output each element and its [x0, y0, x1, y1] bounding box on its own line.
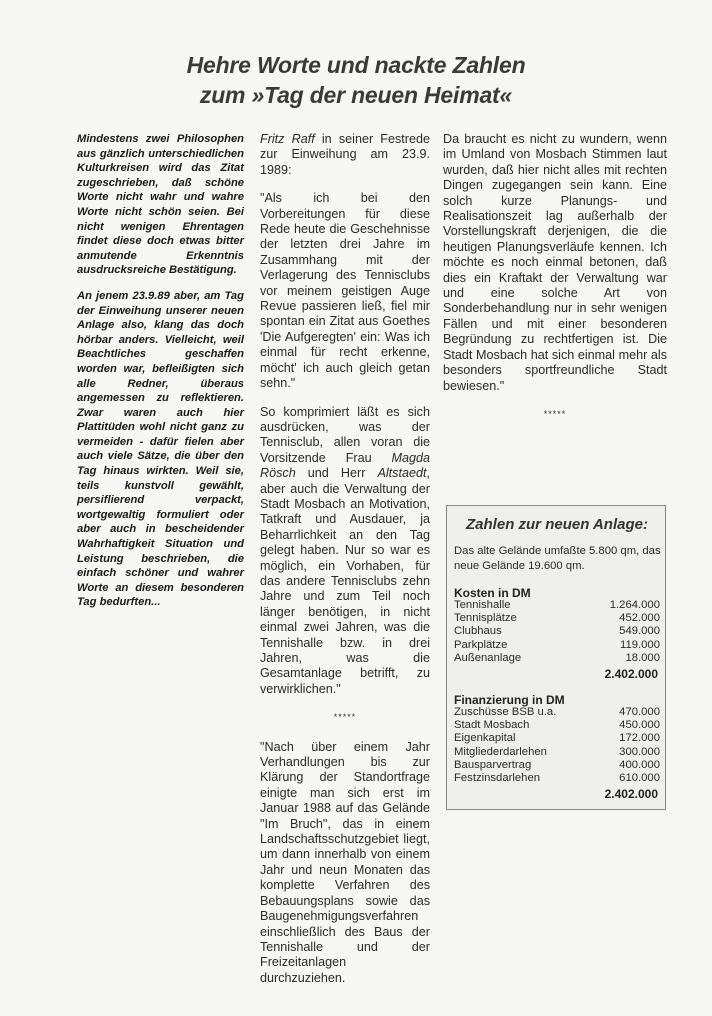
- separator-stars-1: *****: [333, 712, 357, 723]
- row-label: Tennisplätze: [454, 612, 517, 625]
- intro-column: [77, 132, 244, 621]
- page-title: [0, 50, 712, 110]
- row-label: Tennishalle: [454, 599, 511, 611]
- financing-heading: Finanzierung in DM: [454, 693, 565, 707]
- intro-paragraph-2: An jenem 23.9.89 aber, am Tag der Einweihung unserer neuen Anlage also, klang das doch hörbar anders. Vielleicht, weil Beachtliches geschaffen worden war, befleißigten sich alle Redner, überaus angemessen zu reflektieren. Zwar waren auch hier Plattitüden wohl nicht ganz zu vermeiden - dafür fielen aber auch viele Sätze, die über den Tag hinaus wirkten. Weil sie, teils kunstvoll gewählt, persiflierend verpackt, wortgewaltig formuliert oder aber auch in bescheidender Wahrhaftigkeit Situation und Leistung beschrieben, die einfach schöner und wahrer Worte an diesem besonderen Tag bedurften...: [77, 289, 244, 609]
- row-label: Clubhaus: [454, 625, 502, 638]
- financing-total: 2.402.000: [604, 787, 658, 801]
- row-label: Zuschüsse BSB u.a.: [454, 706, 557, 718]
- table-row: [454, 772, 660, 785]
- facts-box-title: Zahlen zur neuen Anlage:: [466, 516, 648, 533]
- speech-intro-text: in seiner Festrede zur Einweihung am 23.9. 1989:: [260, 132, 430, 177]
- speech-intro: [260, 132, 430, 178]
- costs-total: 2.402.000: [604, 667, 658, 681]
- row-value: 452.000: [619, 612, 660, 625]
- speaker-name: Fritz Raff: [260, 132, 315, 146]
- row-label: Außenanlage: [454, 651, 522, 664]
- table-row: [454, 759, 660, 772]
- speech-column-1: [260, 132, 430, 999]
- table-row: [454, 706, 660, 719]
- row-value: 18.000: [625, 651, 660, 664]
- row-label: Eigenkapital: [454, 732, 516, 745]
- row-label: Mitgliederdarlehen: [454, 745, 547, 758]
- table-row: [454, 639, 660, 652]
- row-value: 450.000: [619, 719, 660, 732]
- facts-box: [446, 505, 666, 810]
- row-value: 470.000: [619, 706, 660, 718]
- row-label: Festzinsdarlehen: [454, 771, 541, 784]
- intro-paragraph-1: Mindestens zwei Philosophen aus gänzlich unterschiedlichen Kulturkreisen wird das Zitat zugeschrieben, daß schöne Worte nicht wahr und wahre Worte nicht schön seien. Bei nicht wenigen Ehrentagen findet diese doch etwas bitter anmutende Erkenntnis ausdrucksreiche Bestätigung.: [77, 133, 244, 277]
- row-value: 610.000: [619, 771, 660, 784]
- speech-column-2: [443, 132, 667, 436]
- row-label: Stadt Mosbach: [454, 719, 530, 732]
- table-row: [454, 652, 660, 665]
- row-value: 400.000: [619, 758, 660, 771]
- person-name-roesch: Magda Rösch: [260, 450, 430, 481]
- quote-text-b: und Herr: [295, 466, 378, 481]
- table-row: [454, 612, 660, 625]
- person-name-altstaedt: Altstaedt: [377, 466, 427, 481]
- row-value: 300.000: [619, 745, 660, 758]
- row-value: 1.264.000: [609, 599, 660, 611]
- quote-text-c: , aber auch die Verwaltung der Stadt Mosbach an Motivation, Tatkraft und Ausdauer, ja Beharrlichkeit an den Tag gelegt haben. Nur so war es möglich, ein Vorhaben, für das andere Tennisclubs zehn Jahre und zum Teil noch länger benötigen, in nicht einmal zwei Jahren, was die Tennishalle bzw. in drei Jahren, was die Gesamtanlage betrifft, zu verwirklichen.": [260, 466, 430, 696]
- row-value: 549.000: [619, 625, 660, 638]
- quote-paragraph-4: Da braucht es nicht zu wundern, wenn im Umland von Mosbach Stimmen laut wurden, daß hier nicht alles mit rechten Dingen zugegangen sein kann. Eine solch kurze Planungs- und Realisationszeit lag außerhalb der Vorstellungskraft derjenigen, die die heutigen Planungsverläufe kennen. Ich möchte es noch einmal betonen, daß dies ein Kraftakt der Verwaltung war und eine solche Art von Sonderbehandlung nur in sehr wenigen Fällen und mit einer besonderen Begründung zu rechtfertigen ist. Die Stadt Mosbach hat sich einmal mehr als besonders sportfreundliche Stadt bewiesen.": [443, 132, 667, 393]
- row-value: 172.000: [619, 732, 660, 745]
- financing-table: [454, 706, 660, 785]
- quote-paragraph-3: "Nach über einem Jahr Verhandlungen bis zur Klärung der Standortfrage einigte man sich erst im Januar 1988 auf das Gelände "Im Bruch", das in einem Landschaftsschutzgebiet liegt, um dann innerhalb von einem Jahr und neun Monaten das komplette Verfahren des Bebauungsplans sowie das Baugenehmigungsverfahren einschließlich des Baus der Tennishalle und der Freizeitanlagen durchzuziehen.: [260, 739, 430, 985]
- quote-paragraph-1: "Als ich bei den Vorbereitungen für diese Rede heute die Geschehnisse der letzten drei Jahre im Zusammhang mit der Verlagerung des Tennisclubs vor meinem geistigen Auge Revue passieren ließ, fiel mir spontan ein Zitat aus Goethes 'Die Aufgeregten' ein: Was ich einmal für recht erkenne, möcht' ich auch gleich getan sehn.": [260, 191, 430, 391]
- costs-heading: Kosten in DM: [454, 586, 531, 600]
- table-row: [454, 625, 660, 638]
- quote-text-a: So komprimiert läßt es sich ausdrücken, was der Tennisclub, allen voran die Vorsitzende Frau: [260, 404, 430, 465]
- row-value: 119.000: [620, 638, 660, 651]
- table-row: [454, 719, 660, 732]
- row-label: Parkplätze: [454, 638, 508, 651]
- title-line-2: zum »Tag der neuen Heimat«: [199, 82, 513, 108]
- quote-paragraph-2: [260, 405, 430, 698]
- table-row: [454, 732, 660, 745]
- row-label: Bausparvertrag: [454, 758, 532, 771]
- area-info: Das alte Gelände umfaßte 5.800 qm, das neue Gelände 19.600 qm.: [454, 545, 661, 572]
- title-line-1: Hehre Worte und nackte Zahlen: [186, 52, 526, 78]
- costs-table: [454, 599, 660, 665]
- table-row: [454, 746, 660, 759]
- separator-stars-2: *****: [543, 408, 567, 419]
- table-row: [454, 599, 660, 612]
